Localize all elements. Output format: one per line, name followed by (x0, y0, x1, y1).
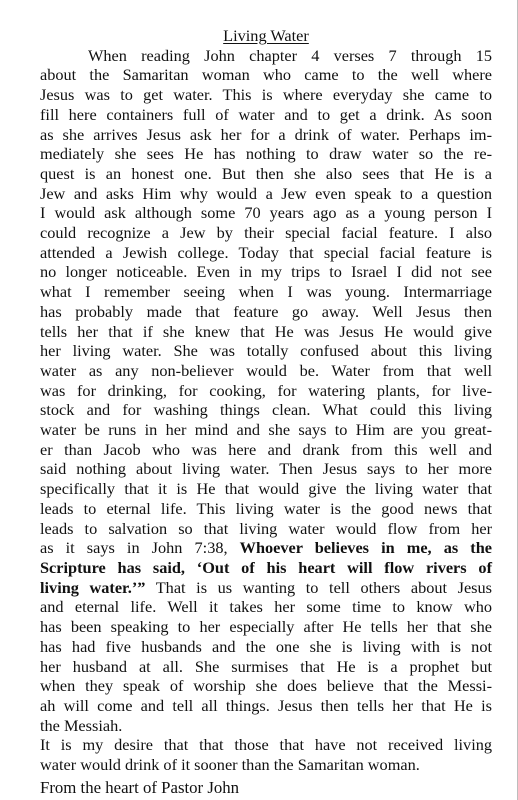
text-run: and eternal life. Well it takes her some time to know who (40, 597, 492, 617)
text-run: could recognize a Jew by their special facial feature. I also (40, 223, 492, 243)
text-line (40, 597, 492, 617)
text-run: That is us wanting to tell others about Jesus (145, 577, 492, 597)
text-run: tells her that if she knew that He was Jesus He would give (40, 321, 492, 341)
text-run: specifically that it is He that would give the living water that (40, 479, 492, 499)
text-line (40, 302, 492, 322)
text-line (40, 420, 492, 440)
text-line (40, 440, 492, 460)
text-run: about the Samaritan woman who came to the well where (40, 65, 492, 85)
text-run: the Messiah. (40, 715, 123, 735)
text-line (40, 755, 492, 775)
text-run: no longer noticeable. Even in my trips to Israel I did not see (40, 262, 492, 282)
text-line (40, 538, 492, 558)
text-run: er than Jacob who was here and drank from this well and (40, 439, 492, 459)
text-line (40, 716, 492, 736)
text-run: has had five husbands and the one she is living with is not (40, 636, 492, 656)
text-line (40, 479, 492, 499)
text-run: has been speaking to her especially after He tells her that she (40, 617, 492, 637)
text-line (40, 262, 492, 282)
text-run: as it says in John 7:38, (40, 538, 240, 558)
scripture-quote: Whoever believes in me, as the (239, 538, 492, 558)
text-run: water would drink of it sooner than the Samaritan woman. (40, 755, 420, 775)
text-run: Jew and asks Him why would a Jew even speak to a question (40, 183, 492, 203)
text-run: leads to eternal life. This living water is the good news that (40, 498, 492, 518)
body-paragraph-2 (40, 735, 492, 774)
text-line (40, 65, 492, 85)
text-line (40, 459, 492, 479)
text-line (40, 85, 492, 105)
text-line (40, 361, 492, 381)
text-run: her husband at all. She surmises that He is a prophet but (40, 656, 492, 676)
text-run: as she arrives Jesus ask her for a drink of water. Perhaps im- (40, 124, 492, 144)
text-line (40, 105, 492, 125)
scripture-quote: Scripture has said, ‘Out of his heart will flow rivers of (40, 557, 492, 577)
text-run: It is my desire that that those that have not received living (40, 735, 492, 755)
text-line (40, 184, 492, 204)
text-line (40, 558, 492, 578)
text-run: I would ask although some 70 years ago as a young person I (40, 203, 492, 223)
document-title: Living Water (223, 26, 309, 45)
document-content (40, 26, 492, 797)
text-line (40, 322, 492, 342)
text-line (40, 125, 492, 145)
text-run: stock and for washing things clean. What could this living (40, 400, 492, 420)
text-line (40, 676, 492, 696)
text-line (40, 144, 492, 164)
body-paragraph-1 (40, 46, 492, 736)
text-line (40, 203, 492, 223)
text-line (40, 578, 492, 598)
text-line (40, 617, 492, 637)
text-run: quest is an honest one. But then she also sees that He is a (40, 163, 492, 183)
text-run: was for drinking, for cooking, for watering plants, for live- (40, 380, 492, 400)
text-run: water as any non-believer would be. Water from that well (40, 360, 492, 380)
text-run: attended a Jewish college. Today that special facial feature is (40, 242, 492, 262)
text-line (40, 499, 492, 519)
text-line (40, 341, 492, 361)
text-run: has probably made that feature go away. Well Jesus then (40, 301, 492, 321)
text-run: mediately she sees He has nothing to draw water so the re- (40, 144, 492, 164)
text-run: leads to salvation so that living water would flow from her (40, 518, 492, 538)
signature-line: From the heart of Pastor John (40, 777, 240, 797)
text-line (40, 243, 492, 263)
text-line (40, 223, 492, 243)
text-line (40, 46, 492, 66)
text-line (40, 519, 492, 539)
text-line (40, 381, 492, 401)
text-line (40, 400, 492, 420)
text-run: water be runs in her mind and she says to Him are you great- (40, 420, 492, 440)
text-run: said nothing about living water. Then Jesus says to her more (40, 459, 492, 479)
text-run: When reading John chapter 4 verses 7 through 15 (88, 45, 492, 65)
text-line (40, 164, 492, 184)
text-run: when they speak of worship she does believe that the Messi- (40, 676, 492, 696)
text-run: what I remember seeing when I was young. Intermarriage (40, 282, 492, 302)
text-run: ah will come and tell all things. Jesus then tells her that He is (40, 695, 492, 715)
text-run: Jesus was to get water. This is where everyday she came to (40, 85, 492, 105)
text-line (40, 637, 492, 657)
scripture-quote: living water.’” (40, 577, 146, 597)
text-line (40, 657, 492, 677)
text-run: her living water. She was totally confused about this living (40, 341, 492, 361)
text-line (40, 735, 492, 755)
text-line (40, 696, 492, 716)
text-line (40, 282, 492, 302)
text-run: fill here containers full of water and to get a drink. As soon (40, 104, 492, 124)
